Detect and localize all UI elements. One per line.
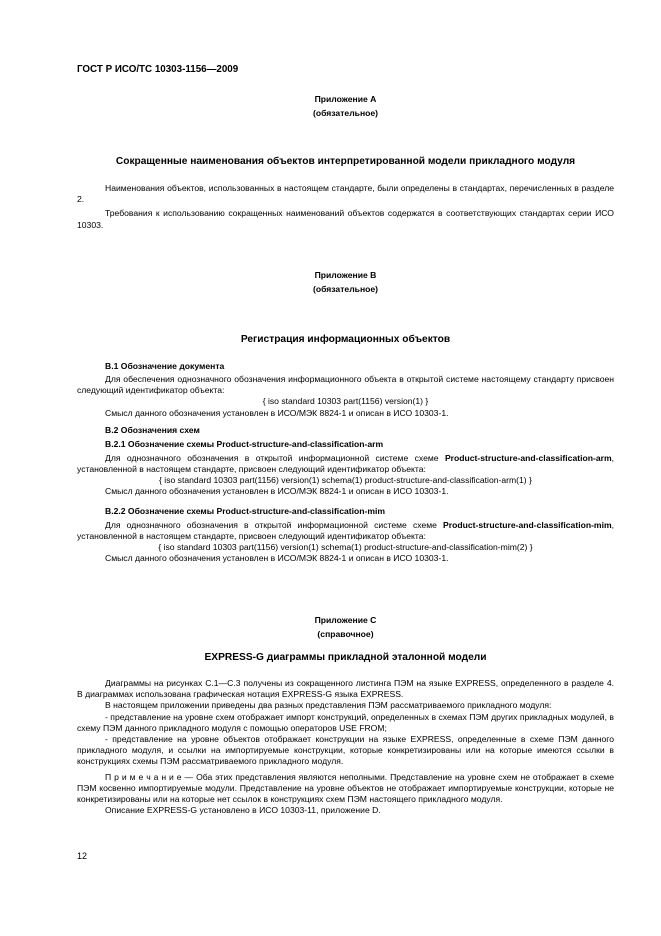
annex-b-title: Регистрация информационных объектов [240, 334, 451, 345]
section-b21-meaning: Смысл данного обозначения установлен в ИСО/МЭК 8824-1 и описан в ИСО 10303-1. [105, 486, 449, 497]
annex-c-paragraph-2: В настоящем приложении приведены два разных представления ПЭМ рассматриваемого прикладного модуля: [105, 700, 552, 711]
annex-c-status: (справочное) [317, 628, 374, 639]
annex-a-status: (обязательное) [312, 107, 379, 118]
section-b22-meaning: Смысл данного обозначения установлен в ИСО/МЭК 8824-1 и описан в ИСО 10303-1. [105, 553, 449, 564]
annex-c-label: Приложение С [314, 615, 377, 625]
annex-b-status: (обязательное) [312, 283, 379, 294]
section-b22-identifier: { iso standard 10303 part(1156) version(1) schema(1) product-structure-and-classification-mim(2) } [158, 542, 533, 553]
annex-a-label-block [77, 93, 614, 120]
section-b21-text-post: , установленной в настоящем стандарте, присвоен следующий идентификатор объекта: [77, 452, 614, 475]
annex-c-body [77, 678, 614, 816]
annex-c-note-text: — Оба этих представления являются неполными. Представление на уровне схем не отображает в схеме ПЭМ косвенно импортируемые модули. Представление на уровне объектов не отображает импортируемые конструкции, которые не конкретизированы или на которые нет ссылок в конструкциях схем ПЭМ настоящего прикладного модуля. [77, 771, 614, 805]
annex-c-paragraph-3: Описание EXPRESS-G установлено в ИСО 10303-11, приложение D. [105, 805, 381, 816]
annex-c-title: EXPRESS-G диаграммы прикладной эталонной модели [204, 652, 487, 663]
section-b22-text-pre: Для однозначного обозначения в открытой информационной системе схеме [105, 519, 444, 530]
section-b1-identifier: { iso standard 10303 part(1156) version(1) } [262, 396, 429, 407]
annex-c-paragraph-1: Диаграммы на рисунках С.1—С.3 получены из сокращенного листинга ПЭМ на языке EXPRESS, определенного в разделе 4. В диаграммах использована графическая нотация EXPRESS-G языка EXPRESS. [77, 678, 614, 700]
section-b1-meaning: Смысл данного обозначения установлен в ИСО/МЭК 8824-1 и описан в ИСО 10303-1. [105, 407, 449, 418]
page-number: 12 [77, 851, 88, 861]
annex-b-body [77, 361, 614, 564]
annex-c-list-item-2: - представление на уровне объектов отображает конструкции на языке EXPRESS, определенные в схеме ПЭМ данного прикладного модуля, и ссылки на импортируемые конструкции, которые конкретизированы или на которые имеются ссылки в конструкциях схемы ПЭМ рассматриваемого прикладного модуля. [77, 734, 614, 767]
section-b22-paragraph [77, 520, 614, 542]
annex-c-note [77, 772, 614, 806]
annex-b-label: Приложение В [314, 270, 377, 280]
section-b21-schema-name: Product-structure-and-classification-arm [444, 452, 612, 463]
section-b2-heading: В.2 Обозначения схем [105, 424, 200, 435]
section-b21-paragraph [77, 453, 614, 475]
section-b22-text-post: , установленной в настоящем стандарте, присвоен следующий идентификатор объекта: [77, 519, 614, 541]
annex-a-label: Приложение А [314, 94, 377, 104]
annex-a-paragraph-2: Требования к использованию сокращенных наименований объектов содержатся в соответствующих стандартах серии ИСО 10303. [77, 208, 614, 230]
document-header: ГОСТ Р ИСО/ТС 10303-1156—2009 [77, 64, 239, 75]
section-b1-heading: В.1 Обозначение документа [105, 361, 225, 371]
annex-c-list-item-1: - представление на уровне схем отображает импорт конструкций, определенных в схемах ПЭМ других прикладных модулей, в схему ПЭМ данного прикладного модуля с помощью операторов USE FROM; [77, 711, 614, 733]
annex-c-label-block [77, 614, 614, 641]
annex-a-title: Сокращенные наименования объектов интерпретированной модели прикладного модуля [115, 156, 576, 167]
section-b22-schema-name: Product-structure-and-classification-mim [443, 519, 612, 530]
annex-c-note-label: П р и м е ч а н и е [105, 771, 182, 782]
section-b21-text-pre: Для однозначного обозначения в открытой информационной системе схеме [105, 452, 445, 463]
section-b22-heading: В.2.2 Обозначение схемы Product-structure-and-classification-mim [105, 505, 386, 516]
section-b1-paragraph: Для обеспечения однозначного обозначения информационного объекта в открытой системе настоящему стандарту присвоен следующий идентификатор объекта: [77, 374, 614, 396]
annex-a-body [77, 183, 614, 231]
section-b21-identifier: { iso standard 10303 part(1156) version(1) schema(1) product-structure-and-classification-arm(1) } [159, 475, 532, 486]
annex-b-label-block [77, 269, 614, 296]
annex-a-paragraph-1: Наименования объектов, использованных в настоящем стандарте, были определены в стандартах, перечисленных в разделе 2. [77, 183, 614, 205]
section-b21-heading: В.2.1 Обозначение схемы Product-structure-and-classification-arm [105, 438, 384, 449]
